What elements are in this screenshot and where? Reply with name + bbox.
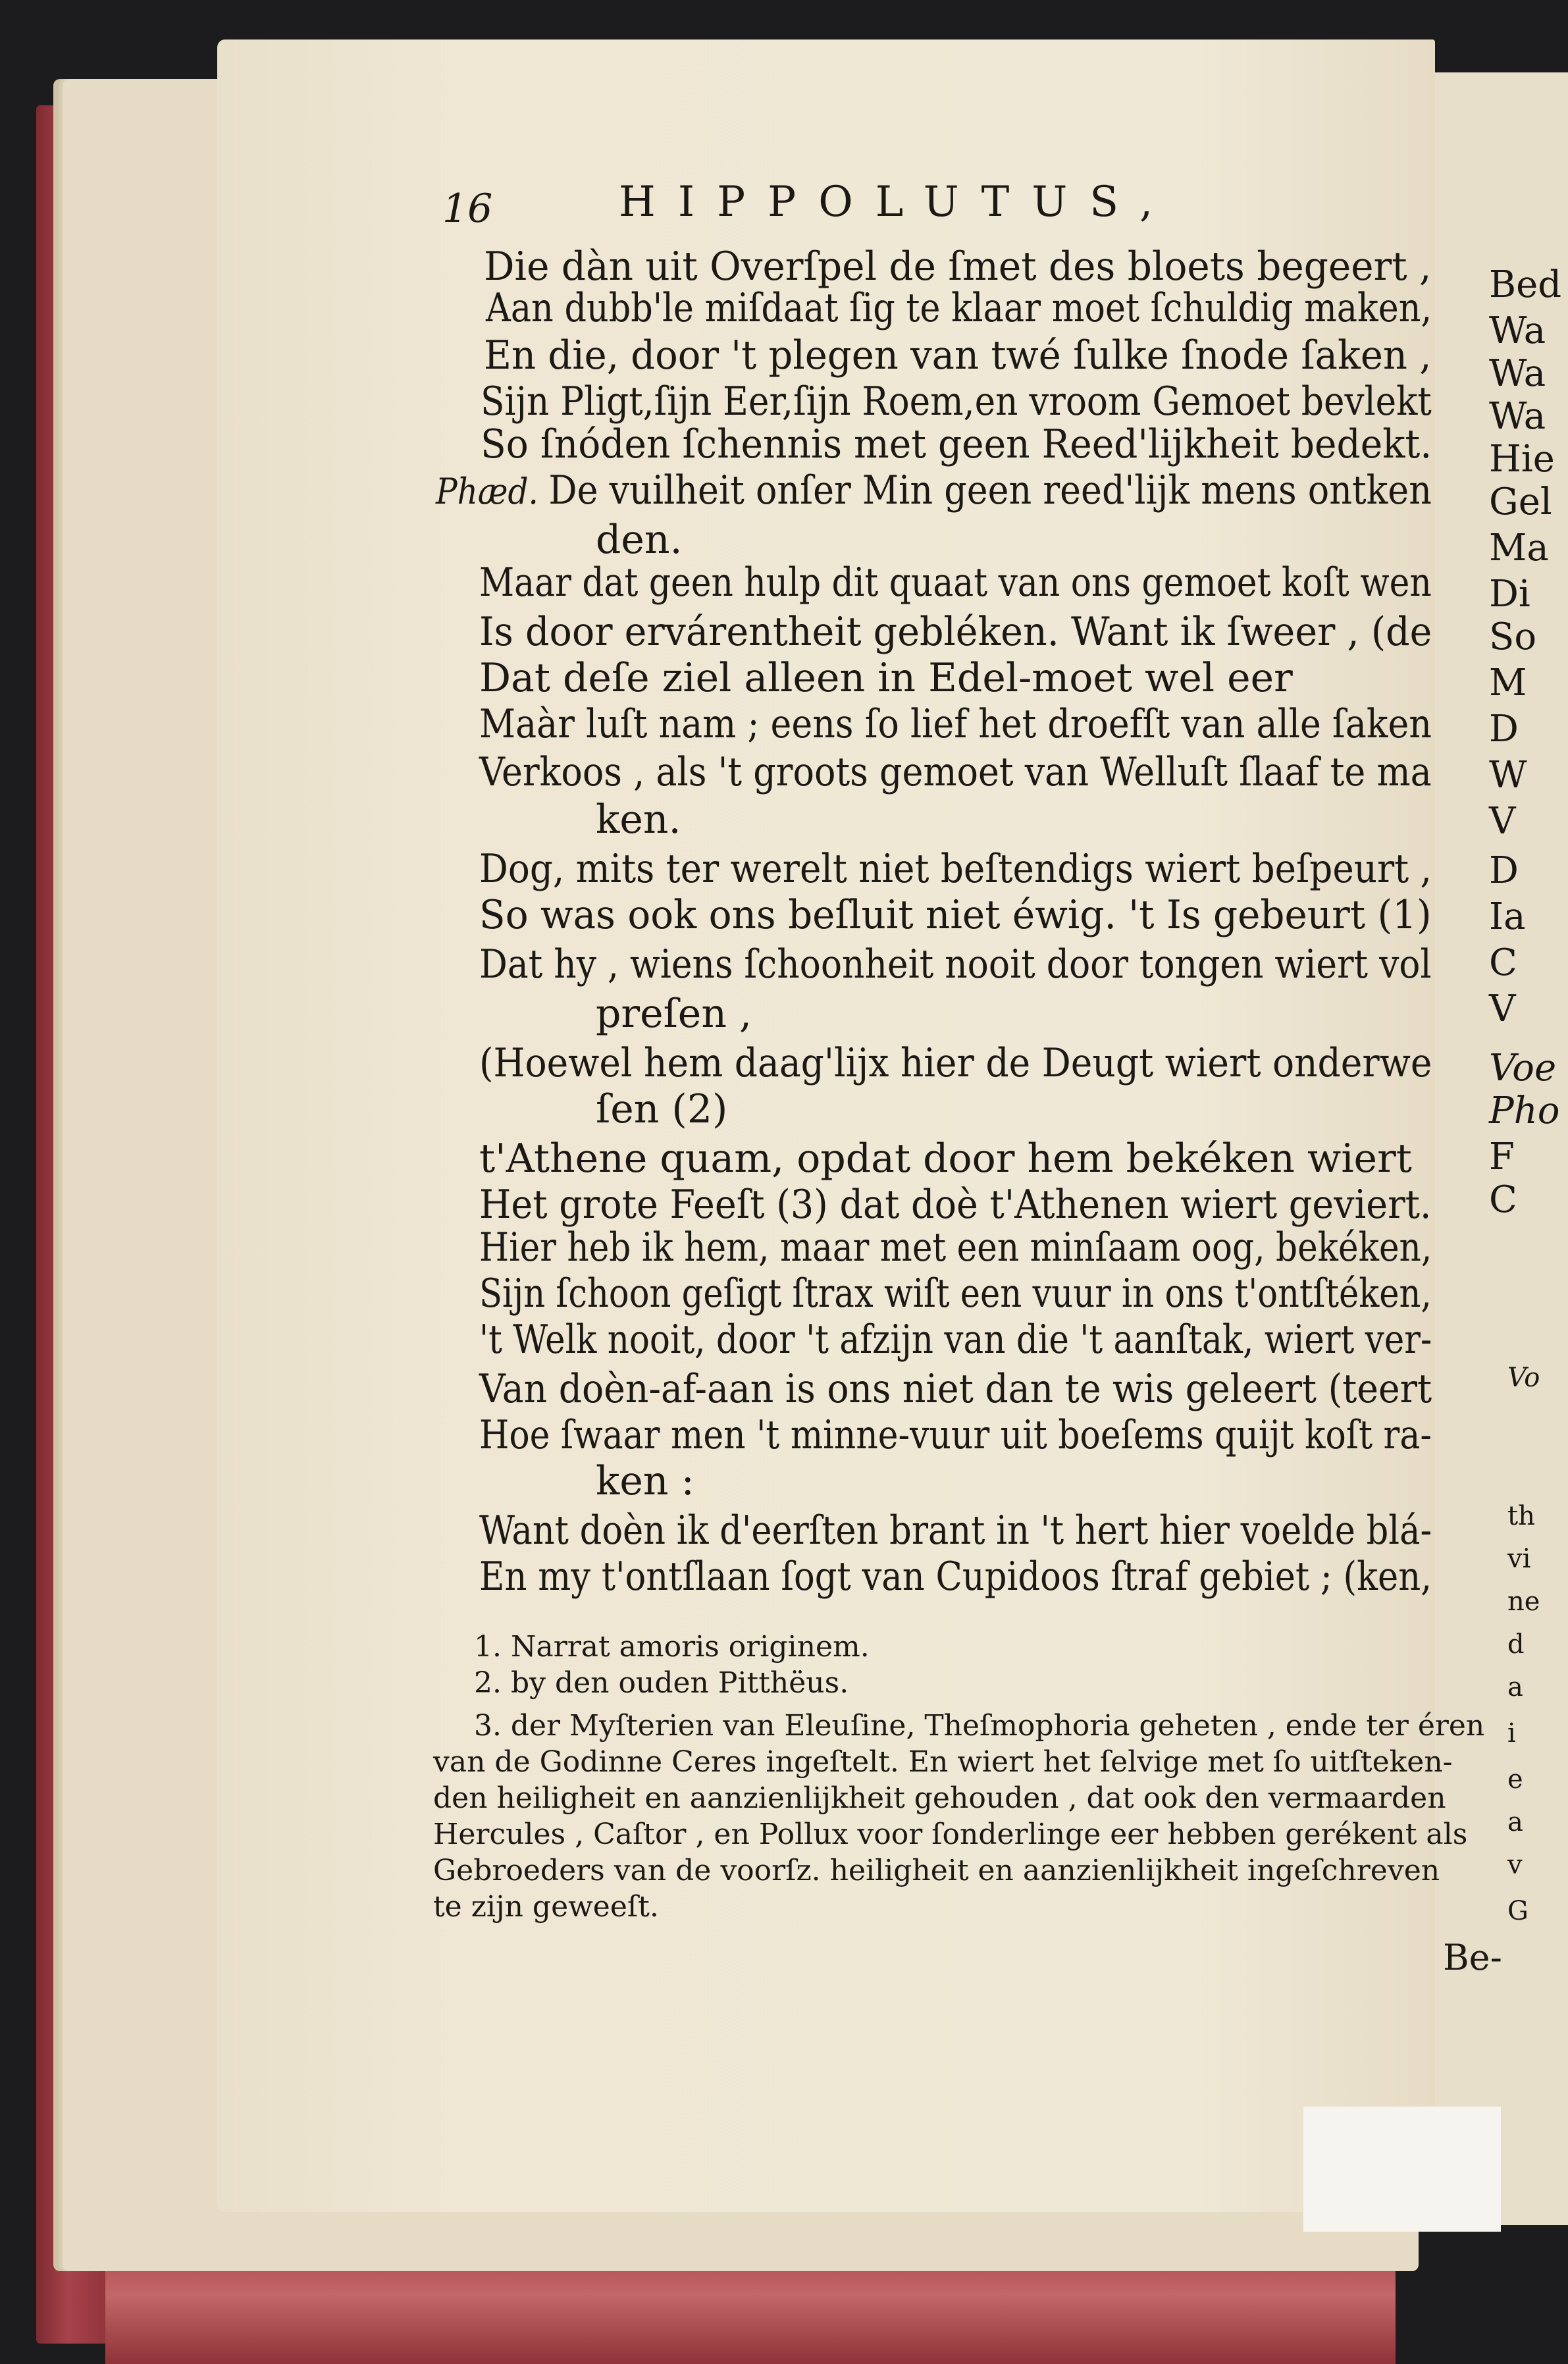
facing-page-fragment: Gel [1489,481,1552,523]
facing-page-fragment: Wa [1489,309,1546,352]
verse-text: den. [596,517,683,563]
verse-text: Die dàn uit Overſpel de ſmet des bloets begeert , [484,244,1432,290]
verse-line [479,892,1432,938]
verse-line [596,1458,694,1504]
verse-line [479,1136,1412,1182]
verse-line [479,846,1432,892]
verse-text: Sijn Pligt,ſijn Eer,ſijn Roem,en vroom Gemoet bevlekt [481,379,1432,425]
facing-page-fragment: D [1489,849,1519,892]
verse-line [479,701,1432,747]
verse-line [479,1182,1432,1228]
facing-page-fragment: a [1507,1807,1523,1837]
verse-line [596,797,681,843]
verse-line [479,609,1432,655]
verse-text: preſen , [596,991,752,1037]
verse-text: Het grote Feeſt (3) dat doè t'Athenen wiert geviert. [479,1182,1432,1228]
verse-text: Hoe ſwaar men 't minne-vuur uit boeſems quijt koſt ra- [479,1412,1432,1458]
verse-line [484,332,1432,379]
verse-line [596,991,752,1037]
verse-line [479,1271,1432,1317]
footnote-line: 2. by den ouden Pitthëus. [474,1666,849,1700]
verse-text: Van doèn-af-aan is ons niet dan te wis geleert (teert [479,1366,1432,1412]
facing-page-fragment: i [1507,1718,1516,1748]
verse-line [479,1040,1432,1086]
facing-page-fragment: Ma [1489,527,1549,569]
verse-line [479,655,1293,701]
verse-text: t'Athene quam, opdat door hem bekéken wiert [479,1136,1412,1182]
facing-page-fragment: V [1489,800,1516,843]
facing-page-fragment: Pho [1489,1090,1560,1132]
verse-text: Maar dat geen hulp dit quaat van ons gemoet koſt wen [479,560,1432,606]
facing-page-fragment: Di [1489,573,1530,616]
facing-page-fragment: th [1507,1501,1535,1531]
footnote-line: 3. der Myſterien van Eleuſine, Theſmophoria geheten , ende ter éren [474,1709,1485,1743]
facing-page-fragment: C [1489,941,1517,984]
verse-text: (Hoewel hem daag'lijx hier de Deugt wiert onderwe [479,1040,1432,1086]
verse-text: ken. [596,797,681,843]
verse-line [596,1086,728,1132]
verse-line [481,379,1432,425]
verse-line [479,1317,1432,1363]
verse-text: ſen (2) [596,1086,728,1132]
facing-page-fragment: F [1489,1136,1515,1178]
verse-line [479,1224,1432,1271]
verse-line [596,517,683,563]
verse-line [479,1554,1432,1600]
footnote-line: van de Godinne Ceres ingeſtelt. En wiert het ſelvige met ſo uitſteken- [433,1745,1453,1779]
verse-line [486,285,1432,331]
facing-page-fragment: Wa [1489,352,1546,395]
verse-line [479,560,1432,606]
verse-text: Sijn ſchoon geſigt ſtrax wiſt een vuur in ons t'ontſtéken, [479,1271,1432,1317]
facing-page-fragment: Hie [1489,438,1555,481]
speaker-label: Phæd. [436,471,549,512]
verse-line [479,1412,1432,1458]
footnote-line: Gebroeders van de voorſz. heiligheit en aanzienlijkheit ingeſchreven [433,1854,1440,1887]
catchword: Be- [1443,1937,1502,1978]
verse-text: ken : [596,1458,694,1504]
verse-line [479,749,1432,795]
footnote-line: Hercules , Caſtor , en Pollux voor ſonderlinge eer hebben gerékent als [433,1818,1468,1851]
facing-page-fragment: e [1507,1764,1523,1795]
page-number: 16 [442,186,493,232]
footnote-line: den heiligheit en aanzienlijkheit gehouden , dat ook den vermaarden [433,1781,1446,1815]
verse-text: Want doèn ik d'eerſten brant in 't hert hier voelde blá- [479,1508,1432,1554]
verse-line [436,467,1432,513]
facing-page-fragment: Voe [1489,1047,1557,1090]
facing-page-fragment: Vo [1507,1363,1540,1393]
facing-page-fragment: a [1507,1672,1523,1702]
footnote-line: 1. Narrat amoris originem. [474,1630,870,1664]
facing-page-fragment: Ia [1489,895,1526,938]
verse-line [481,421,1432,467]
verse-line [484,244,1432,290]
verse-text: So ſnóden ſchennis met geen Reed'lijkheit bedekt. [481,421,1432,467]
facing-page-fragment: So [1489,616,1537,658]
verse-text: Hier heb ik hem, maar met een minſaam oog, bekéken, [479,1224,1432,1271]
verse-text: Dat hy , wiens ſchoonheit nooit door tongen wiert vol [479,941,1432,987]
facing-page-fragment: Bed [1489,263,1562,306]
facing-page-fragment: d [1507,1629,1525,1660]
verse-text: Is door ervárentheit gebléken. Want ik ſweer , (de [479,609,1432,655]
verse-text: Dog, mits ter werelt niet beſtendigs wiert beſpeurt , [479,846,1432,892]
facing-page-fragment: vi [1507,1544,1531,1574]
verse-text: 't Welk nooit, door 't afzijn van die 't aanſtak, wiert ver- [479,1317,1432,1363]
verse-text: Verkoos , als 't groots gemoet van Welluſt ſlaaf te ma [479,749,1432,795]
verse-line [479,1366,1432,1412]
facing-page-fragment: C [1489,1178,1517,1221]
verse-line [479,941,1432,987]
facing-page-fragment: M [1489,662,1527,704]
facing-page-fragment: G [1507,1896,1529,1926]
facing-page-fragment: Wa [1489,395,1546,438]
verse-line [479,1508,1432,1554]
verse-text: De vuilheit onſer Min geen reed'lijk mens ontken [548,467,1432,513]
verse-text: Maàr luſt nam ; eens ſo lief het droefſt van alle ſaken [479,701,1432,747]
verse-text: En my t'ontſlaan ſogt van Cupidoos ſtraf gebiet ; (ken, [479,1554,1432,1600]
verse-text: Dat deſe ziel alleen in Edel-moet wel eer [479,655,1293,701]
facing-page-fragment: v [1507,1850,1523,1880]
running-head: HIPPOLUTUS, [619,178,1176,226]
verse-text: Aan dubb'le miſdaat ſig te klaar moet ſchuldig maken, [486,285,1432,331]
verse-text: En die, door 't plegen van twé ſulke ſnode ſaken , [484,332,1432,379]
verse-text: So was ook ons beſluit niet éwig. 't Is gebeurt (1) [479,892,1432,938]
facing-page-fragment: W [1489,754,1527,797]
footnote-line: te zijn geweeſt. [433,1890,659,1924]
facing-page-fragment: ne [1507,1587,1540,1617]
facing-page-fragment: V [1489,987,1516,1030]
facing-page-fragment: D [1489,708,1519,750]
